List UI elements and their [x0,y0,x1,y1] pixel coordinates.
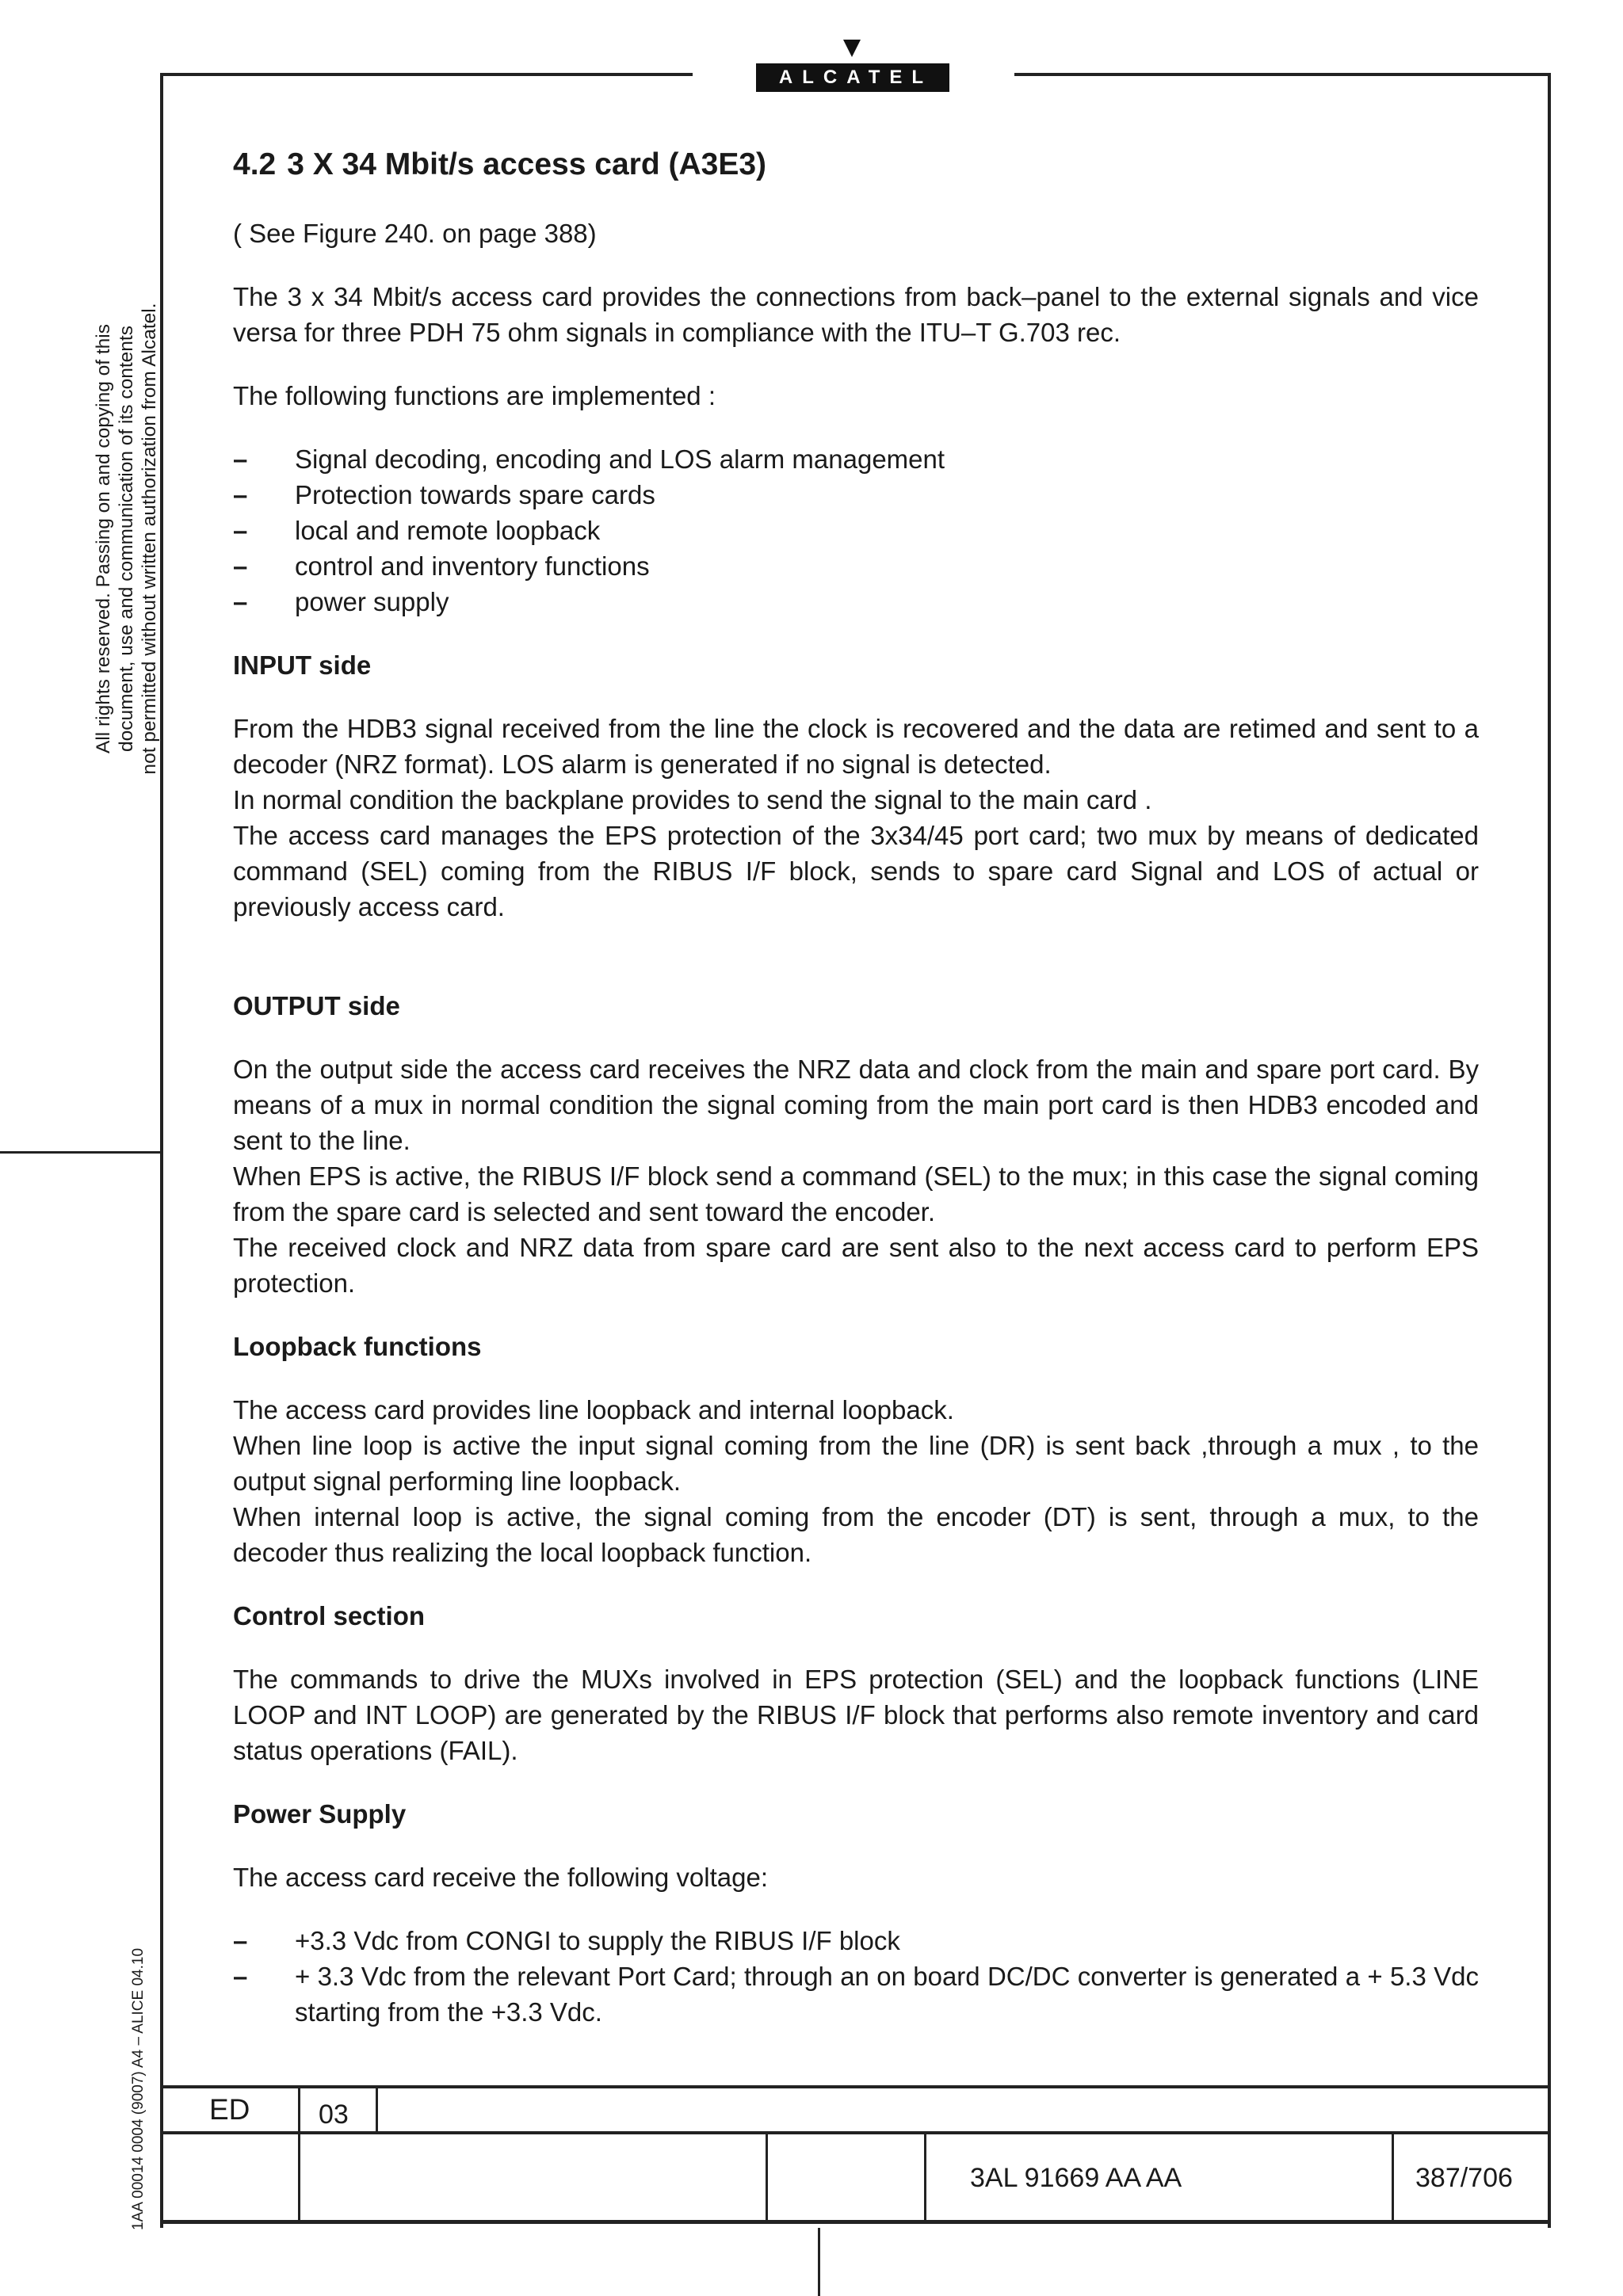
list-item: – Protection towards spare cards [233,480,655,509]
control-section-heading: Control section [233,1601,426,1630]
see-figure-reference: ( See Figure 240. on page 388) [233,219,597,248]
list-item: – control and inventory functions [233,551,650,581]
control-paragraph: The commands to drive the MUXs involved in EPS protection (SEL) and the loopback functions (LINE LOOP and INT LOOP) are generated by the RIBUS I/F block that performs also remote inventory and card status operations (FAIL). [233,1665,1479,1765]
footer-rule-bottom [160,2220,1551,2224]
rights-line: document, use and communication of its contents [116,326,137,752]
input-paragraph: In normal condition the backplane provides to send the signal to the main card . [233,785,1152,814]
intro-paragraph: The 3 x 34 Mbit/s access card provides the connections from back–panel to the external signals and vice versa for three PDH 75 ohm signals in compliance with the ITU–T G.703 rec. [233,282,1479,347]
loopback-paragraph: The access card provides line loopback and internal loopback. [233,1395,954,1425]
list-item: – Signal decoding, encoding and LOS alarm management [233,444,945,474]
logo-arrow-icon [843,40,861,57]
output-side-heading: OUTPUT side [233,991,400,1020]
footer-divider [298,2085,300,2222]
list-item: – power supply [233,587,449,616]
footer-rule-top [160,2085,1551,2088]
alcatel-logo [756,40,949,95]
power-intro: The access card receive the following voltage: [233,1863,769,1892]
footer-divider [924,2131,926,2222]
power-supply-heading: Power Supply [233,1799,407,1829]
rights-line: All rights reserved. Passing on and copying of this [93,324,114,754]
footer-divider [766,2131,768,2222]
edition-value: 03 [319,2100,349,2130]
list-item: – + 3.3 Vdc from the relevant Port Card; through an on board DC/DC converter is generated a + 5.3 Vdc starting from the +3.3 Vdc. [233,1962,1479,2027]
document-number: 3AL 91669 AA AA [970,2163,1182,2193]
output-paragraph: The received clock and NRZ data from spare card are sent also to the next access card to perform EPS protection. [233,1233,1479,1298]
input-paragraph: The access card manages the EPS protection of the 3x34/45 port card; two mux by means of dedicated command (SEL) coming from the RIBUS I/F block, sends to spare card Signal and LOS of actual or previously access card. [233,821,1479,921]
loopback-heading: Loopback functions [233,1332,482,1361]
page-content [233,147,1479,2030]
bottom-tick-mark [818,2228,820,2296]
frame-right-rule [1548,73,1551,2228]
footer-rule-middle [160,2131,1551,2134]
input-paragraph: From the HDB3 signal received from the line the clock is recovered and the data are retimed and sent to a decoder (NRZ format). LOS alarm is generated if no signal is detected. [233,714,1479,779]
margin-tick-mark [0,1151,160,1154]
edition-label: ED [209,2093,250,2126]
frame-top-left-rule [162,73,693,76]
doc-code: 1AA 00014 0004 (9007) A4 – ALICE 04.10 [130,1947,147,2230]
footer-divider [1392,2131,1394,2222]
section-title-text: 3 X 34 Mbit/s access card (A3E3) [287,147,767,181]
footer-divider [376,2085,378,2133]
loopback-paragraph: When internal loop is active, the signal coming from the encoder (DT) is sent, through a mux, to the decoder thus realizing the local loopback function. [233,1502,1479,1567]
loopback-paragraph: When line loop is active the input signal coming from the line (DR) is sent back ,through a mux , to the output signal performing line loopback. [233,1431,1479,1496]
input-side-heading: INPUT side [233,650,372,680]
page-number: 387/706 [1415,2163,1513,2193]
list-item: – local and remote loopback [233,516,601,545]
list-item: – +3.3 Vdc from CONGI to supply the RIBUS I/F block [233,1926,900,1955]
functions-list [233,441,1479,620]
logo-text: ALCATEL [756,63,949,92]
section-number: 4.2 [233,147,277,181]
section-title [233,147,1479,182]
output-paragraph: When EPS is active, the RIBUS I/F block send a command (SEL) to the mux; in this case the signal coming from the spare card is selected and sent toward the encoder. [233,1161,1479,1226]
output-paragraph: On the output side the access card receives the NRZ data and clock from the main and spare port card. By means of a mux in normal condition the signal coming from the main port card is then HDB3 encoded and sent to the line. [233,1055,1479,1155]
rights-line: not permitted without written authorization from Alcatel. [139,303,160,775]
functions-intro: The following functions are implemented : [233,381,716,410]
frame-top-right-rule [1014,73,1551,76]
power-list [233,1923,1479,2030]
